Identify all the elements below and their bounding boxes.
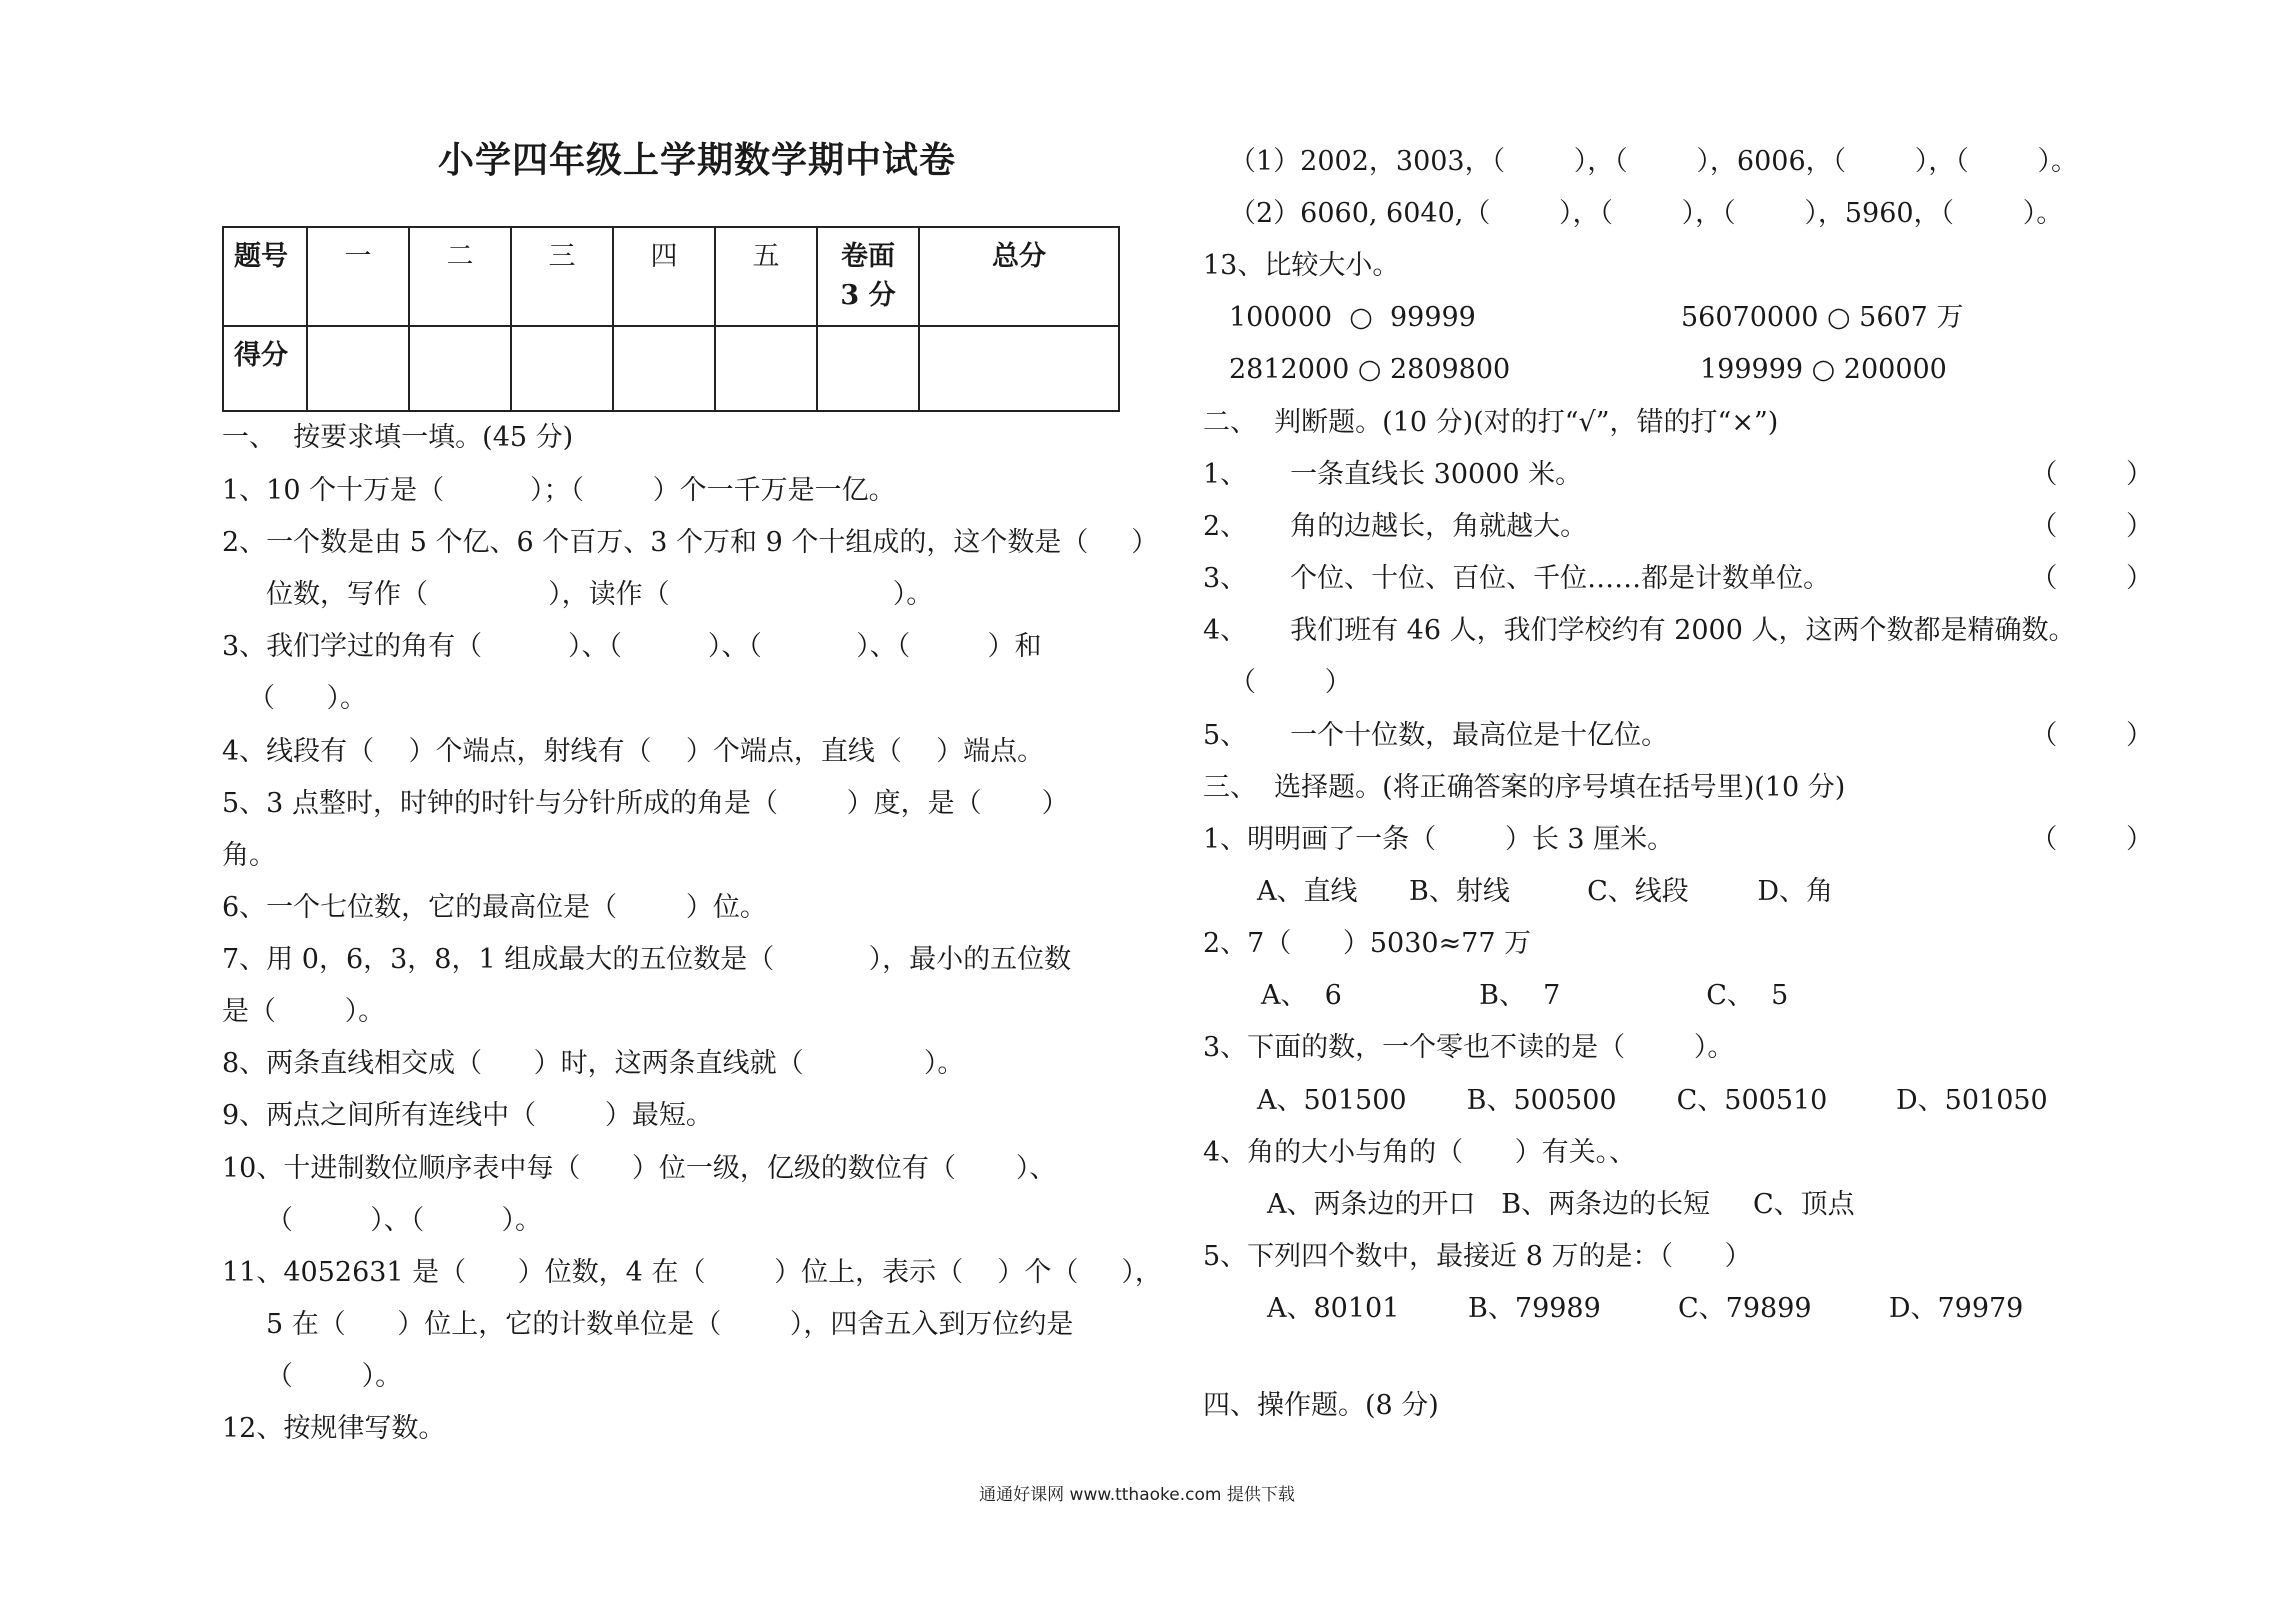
judge-1: 1、 一条直线长 30000 米。 — [1203, 459, 1583, 490]
score-cell-section-5: 五 — [715, 227, 817, 326]
score-input-4[interactable] — [613, 326, 715, 411]
score-input-3[interactable] — [511, 326, 613, 411]
question-3-line-2: （ ）。 — [248, 683, 367, 714]
score-input-total[interactable] — [919, 326, 1119, 411]
choice-5-options: A、80101 B、79989 C、79899 D、79979 — [1267, 1293, 2024, 1324]
question-8: 8、两条直线相交成（ ）时，这两条直线就（ ）。 — [222, 1048, 965, 1079]
judge-3-answer[interactable]: （ ） — [2030, 563, 2153, 594]
score-cell-section-1: 一 — [307, 227, 409, 326]
score-cell-label: 题号 — [223, 227, 307, 326]
choice-5: 5、下列四个数中，最接近 8 万的是：（ ） — [1203, 1241, 1752, 1272]
compare-2-left: 2812000 ○ 2809800 — [1229, 354, 1511, 385]
judge-5-answer[interactable]: （ ） — [2030, 720, 2153, 751]
section-3-heading: 三、 选择题。(将正确答案的序号填在括号里)(10 分) — [1203, 772, 1846, 803]
question-7-line-1: 7、用 0，6，3，8，1 组成最大的五位数是（ ），最小的五位数 — [222, 944, 1072, 975]
question-2-line-1: 2、一个数是由 5 个亿、6 个百万、3 个万和 9 个十组成的，这个数是（ ） — [222, 527, 1159, 558]
question-1: 1、10 个十万是（ ）；（ ）个一千万是一亿。 — [222, 475, 896, 506]
choice-2: 2、7（ ）5030≈77 万 — [1203, 928, 1532, 959]
choice-1-options: A、直线 B、射线 C、线段 D、角 — [1257, 876, 1834, 907]
judge-2-answer[interactable]: （ ） — [2030, 511, 2153, 542]
score-cell-total: 总分 — [919, 227, 1119, 326]
score-row-label: 得分 — [223, 326, 307, 411]
judge-2: 2、 角的边越长，角就越大。 — [1203, 511, 1588, 542]
choice-2-options: A、 6 B、 7 C、 5 — [1261, 980, 1789, 1011]
score-input-5[interactable] — [715, 326, 817, 411]
choice-3-options: A、501500 B、500500 C、500510 D、501050 — [1257, 1085, 2048, 1116]
score-input-1[interactable] — [307, 326, 409, 411]
question-6: 6、一个七位数，它的最高位是（ ）位。 — [222, 892, 767, 923]
score-cell-section-2: 二 — [409, 227, 511, 326]
score-cell-section-3: 三 — [511, 227, 613, 326]
judge-5: 5、 一个十位数，最高位是十亿位。 — [1203, 720, 1669, 751]
question-2-line-2: 位数，写作（ ），读作（ ）。 — [266, 579, 934, 610]
page-title: 小学四年级上学期数学期中试卷 — [437, 139, 956, 181]
compare-1-left: 100000 ○ 99999 — [1229, 302, 1476, 333]
right-column — [1203, 0, 2153, 1606]
score-input-2[interactable] — [409, 326, 511, 411]
question-13: 13、比较大小。 — [1203, 250, 1400, 281]
compare-1-right: 56070000 ○ 5607 万 — [1681, 302, 1964, 333]
question-5-line-2: 角。 — [222, 840, 276, 871]
choice-1: 1、明明画了一条（ ）长 3 厘米。 — [1203, 824, 1675, 855]
score-table-header-row — [223, 227, 1119, 326]
question-7-line-2: 是（ ）。 — [222, 996, 386, 1027]
question-12: 12、按规律写数。 — [222, 1413, 446, 1444]
score-cell-neatness-label: 卷面 — [841, 241, 895, 272]
question-3-line-1: 3、我们学过的角有（ ）、（ ）、（ ）、（ ）和 — [222, 631, 1042, 662]
section-1-heading: 一、 按要求填一填。(45 分) — [222, 422, 574, 453]
score-table-score-row — [223, 326, 1119, 411]
question-12-part-1: （1）2002，3003，（ ），（ ），6006，（ ），（ ）。 — [1229, 146, 2078, 177]
compare-2-right: 199999 ○ 200000 — [1700, 354, 1947, 385]
score-cell-section-4: 四 — [613, 227, 715, 326]
score-cell-neatness — [817, 227, 919, 326]
question-11-line-3: （ ）。 — [266, 1361, 403, 1392]
question-4: 4、线段有（ ）个端点，射线有（ ）个端点，直线（ ）端点。 — [222, 736, 1045, 767]
footer-source: 通通好课网 www.tthaoke.com 提供下载 — [979, 1485, 1295, 1505]
choice-1-answer[interactable]: （ ） — [2030, 824, 2153, 855]
judge-4: 4、 我们班有 46 人，我们学校约有 2000 人，这两个数都是精确数。 — [1203, 615, 2076, 646]
question-11-line-1: 11、4052631 是（ ）位数，4 在（ ）位上，表示（ ）个（ ）， — [222, 1257, 1162, 1288]
judge-1-answer[interactable]: （ ） — [2030, 459, 2153, 490]
judge-3: 3、 个位、十位、百位、千位……都是计数单位。 — [1203, 563, 1831, 594]
question-10-line-1: 10、十进制数位顺序表中每（ ）位一级，亿级的数位有（ ）、 — [222, 1153, 1057, 1184]
judge-4-answer[interactable]: （ ） — [1229, 667, 1352, 698]
choice-4-options: A、两条边的开口 B、两条边的长短 C、顶点 — [1267, 1189, 1855, 1220]
score-cell-neatness-points: 3 分 — [840, 280, 896, 311]
left-column — [222, 0, 1172, 1606]
question-5-line-1: 5、3 点整时，时钟的时针与分针所成的角是（ ）度，是（ ） — [222, 788, 1069, 819]
question-10-line-2: （ ）、（ ）。 — [266, 1205, 542, 1236]
question-12-part-2: （2）6060, 6040,（ ），（ ），（ ），5960，（ ）。 — [1229, 198, 2064, 229]
question-11-line-2: 5 在（ ）位上，它的计数单位是（ ），四舍五入到万位约是 — [266, 1309, 1074, 1340]
score-table — [222, 226, 1120, 412]
choice-4: 4、角的大小与角的（ ）有关。、 — [1203, 1137, 1637, 1168]
question-9: 9、两点之间所有连线中（ ）最短。 — [222, 1100, 713, 1131]
section-2-heading: 二、 判断题。(10 分)(对的打“√”，错的打“×”) — [1203, 407, 1779, 438]
score-input-neatness[interactable] — [817, 326, 919, 411]
section-4-heading: 四、操作题。(8 分) — [1203, 1390, 1439, 1421]
choice-3: 3、下面的数，一个零也不读的是（ ）。 — [1203, 1032, 1735, 1063]
